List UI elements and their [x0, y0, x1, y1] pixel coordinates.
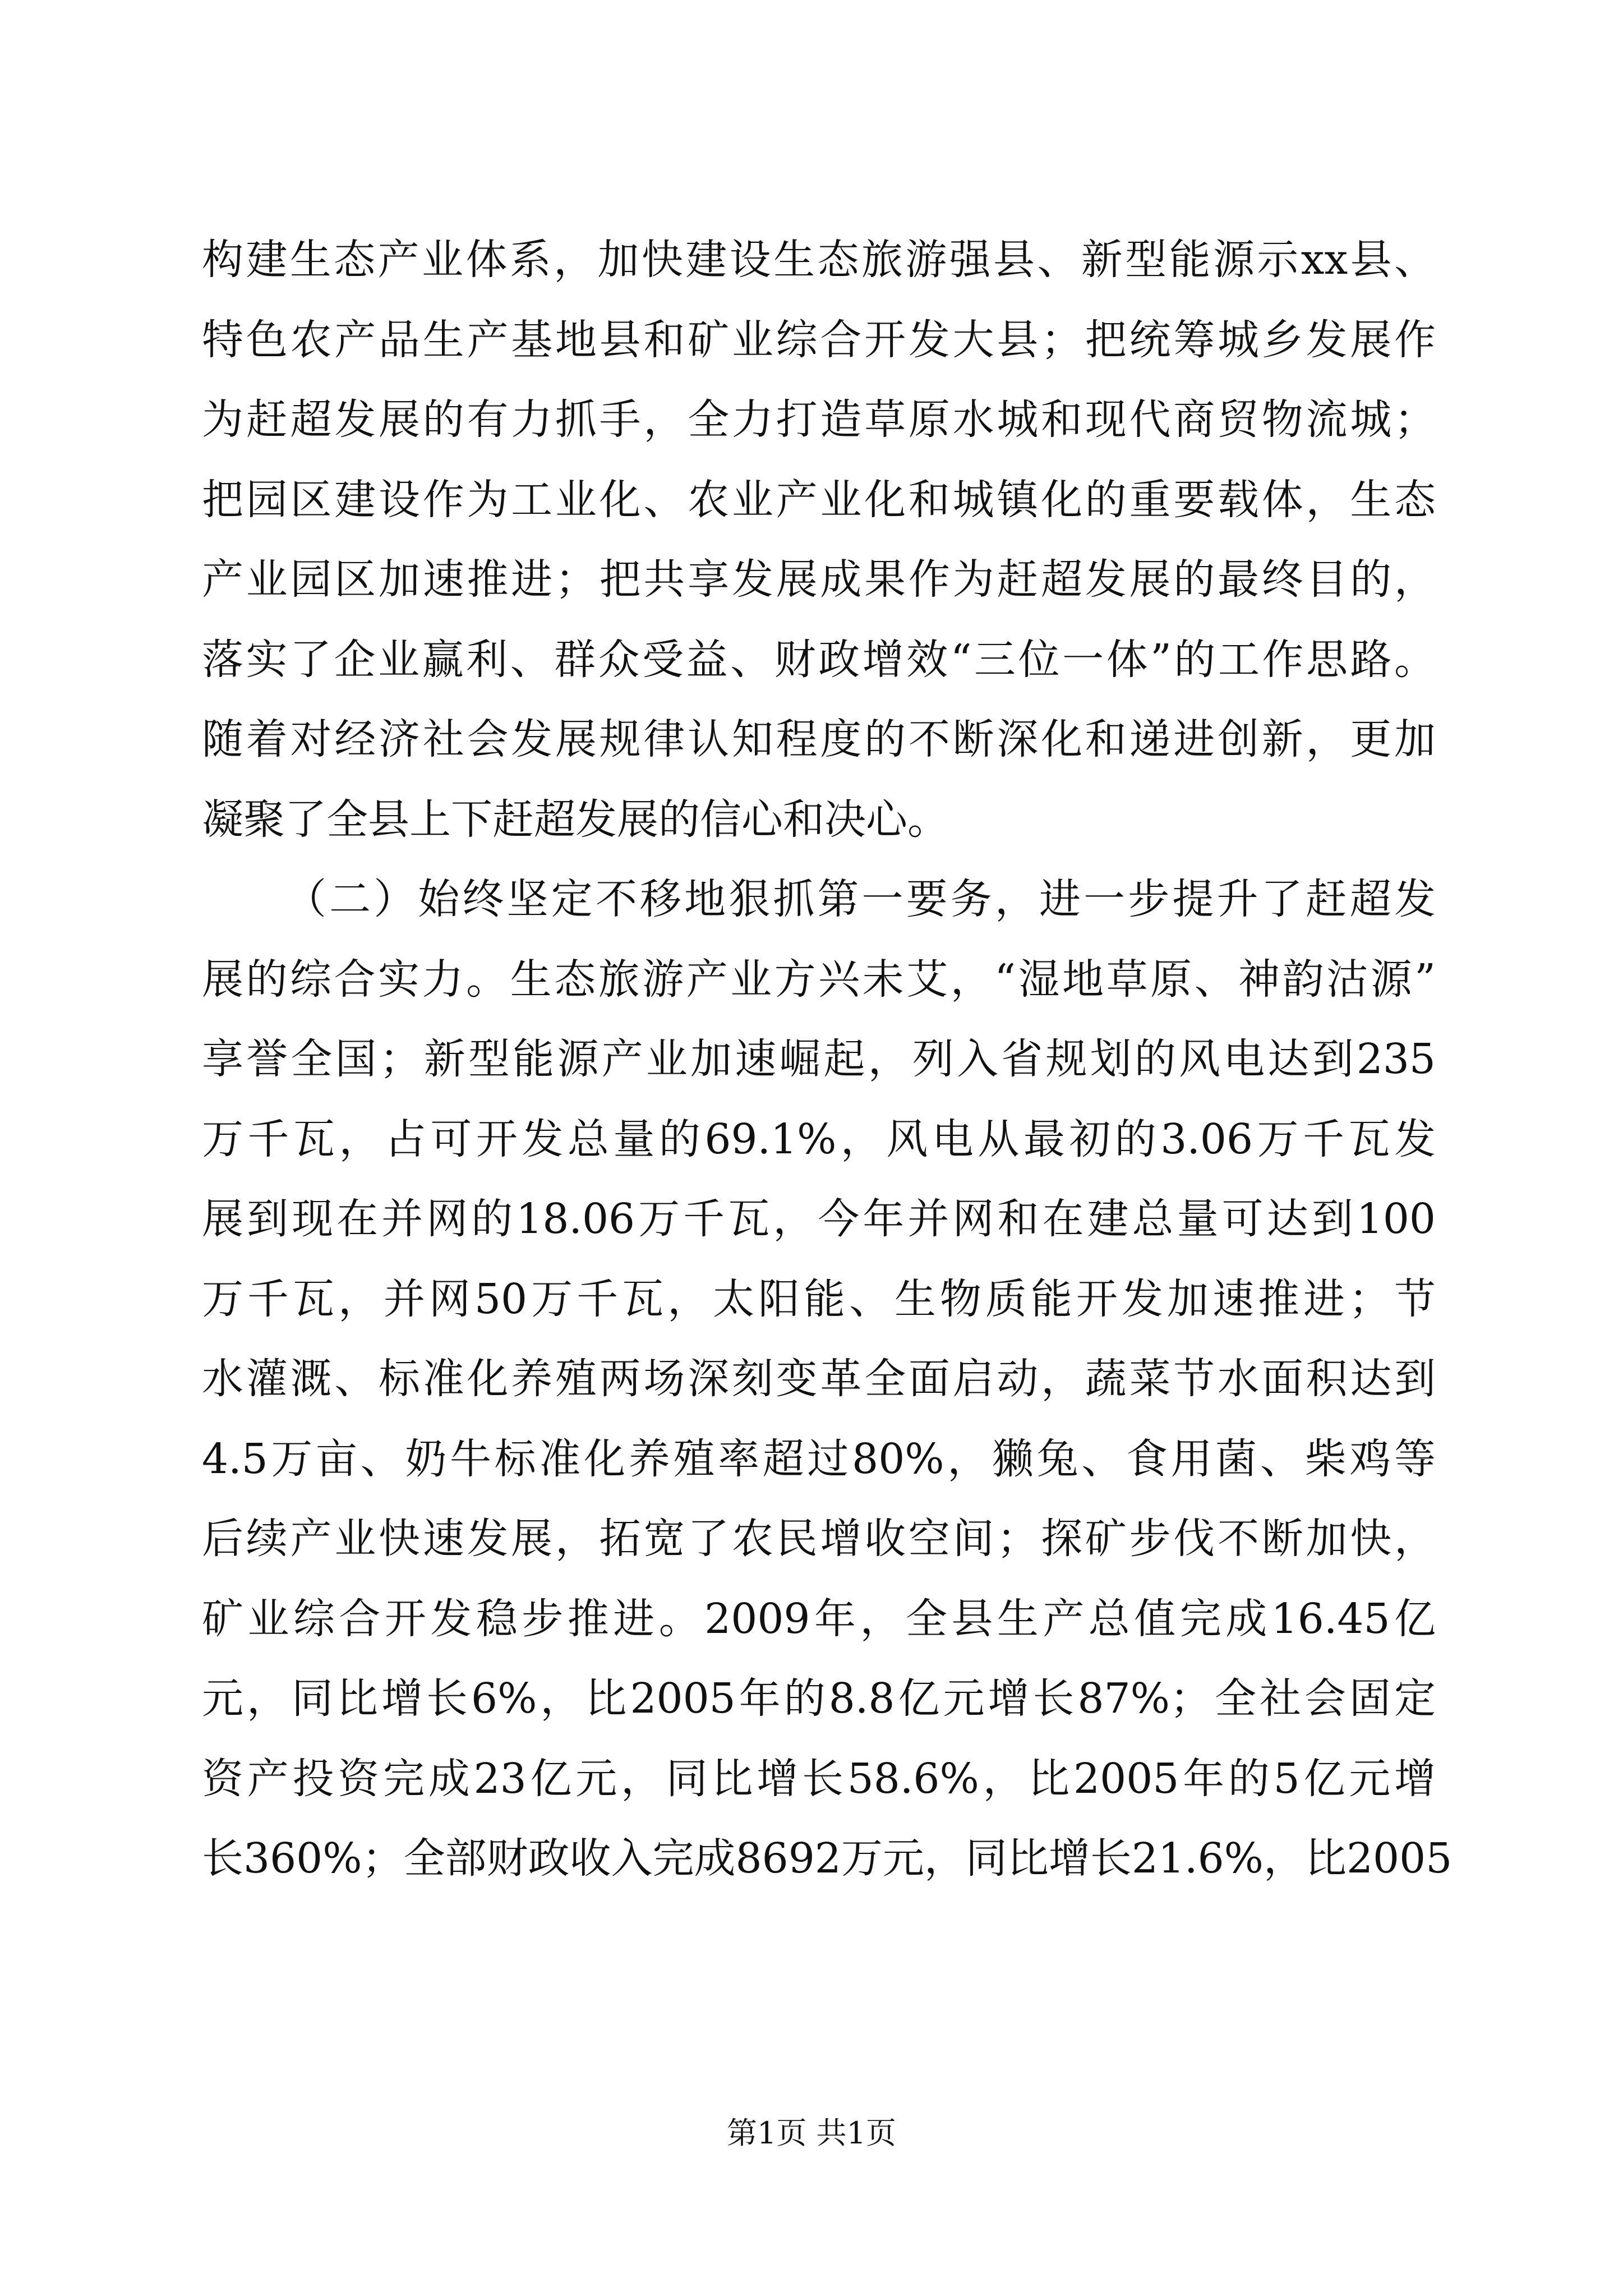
page-footer	[0, 2114, 1623, 2153]
text-line: 资产投资完成23亿元，同比增长58.6%，比2005年的5亿元增	[202, 1754, 1436, 1803]
text-line: 构建生态产业体系，加快建设生态旅游强县、新型能源示xx县、	[202, 236, 1436, 284]
text-line: （二）始终坚定不移地狠抓第一要务，进一步提升了赶超发	[285, 875, 1436, 923]
text-line: 万千瓦，并网50万千瓦，太阳能、生物质能开发加速推进；节	[202, 1274, 1436, 1323]
text-line: 随着对经济社会发展规律认知程度的不断深化和递进创新，更加	[202, 715, 1436, 763]
text-line: 特色农产品生产基地县和矿业综合开发大县；把统筹城乡发展作	[202, 315, 1436, 364]
text-line: 凝聚了全县上下赶超发展的信心和决心。	[202, 795, 949, 844]
page-number-label: 第1页 共1页	[727, 2115, 896, 2151]
text-line: 万千瓦，占可开发总量的69.1%，风电从最初的3.06万千瓦发	[202, 1115, 1436, 1163]
text-line: 矿业综合开发稳步推进。2009年，全县生产总值完成16.45亿	[202, 1594, 1436, 1643]
text-line: 4.5万亩、奶牛标准化养殖率超过80%，獭兔、食用菌、柴鸡等	[202, 1434, 1436, 1483]
document-body	[202, 220, 1453, 1899]
text-line: 后续产业快速发展，拓宽了农民增收空间；探矿步伐不断加快，	[202, 1515, 1436, 1563]
text-line: 享誉全国；新型能源产业加速崛起，列入省规划的风电达到235	[202, 1035, 1436, 1083]
paragraph-2	[202, 859, 1453, 1899]
paragraph-1	[202, 220, 1436, 859]
text-line: 水灌溉、标准化养殖两场深刻变革全面启动，蔬菜节水面积达到	[202, 1355, 1436, 1403]
text-line: 元，同比增长6%，比2005年的8.8亿元增长87%；全社会固定	[202, 1674, 1436, 1723]
text-line: 展到现在并网的18.06万千瓦，今年并网和在建总量可达到100	[202, 1195, 1436, 1243]
text-line: 长360%；全部财政收入完成8692万元，同比增长21.6%，比2005	[202, 1834, 1453, 1883]
text-line: 把园区建设作为工业化、农业产业化和城镇化的重要载体，生态	[202, 475, 1436, 524]
text-line: 为赶超发展的有力抓手，全力打造草原水城和现代商贸物流城；	[202, 395, 1436, 444]
text-line: 产业园区加速推进；把共享发展成果作为赶超发展的最终目的，	[202, 555, 1436, 604]
text-line: 落实了企业赢利、群众受益、财政增效“三位一体”的工作思路。	[202, 635, 1436, 684]
text-line: 展的综合实力。生态旅游产业方兴未艾，“湿地草原、神韵沽源”	[202, 955, 1436, 1004]
